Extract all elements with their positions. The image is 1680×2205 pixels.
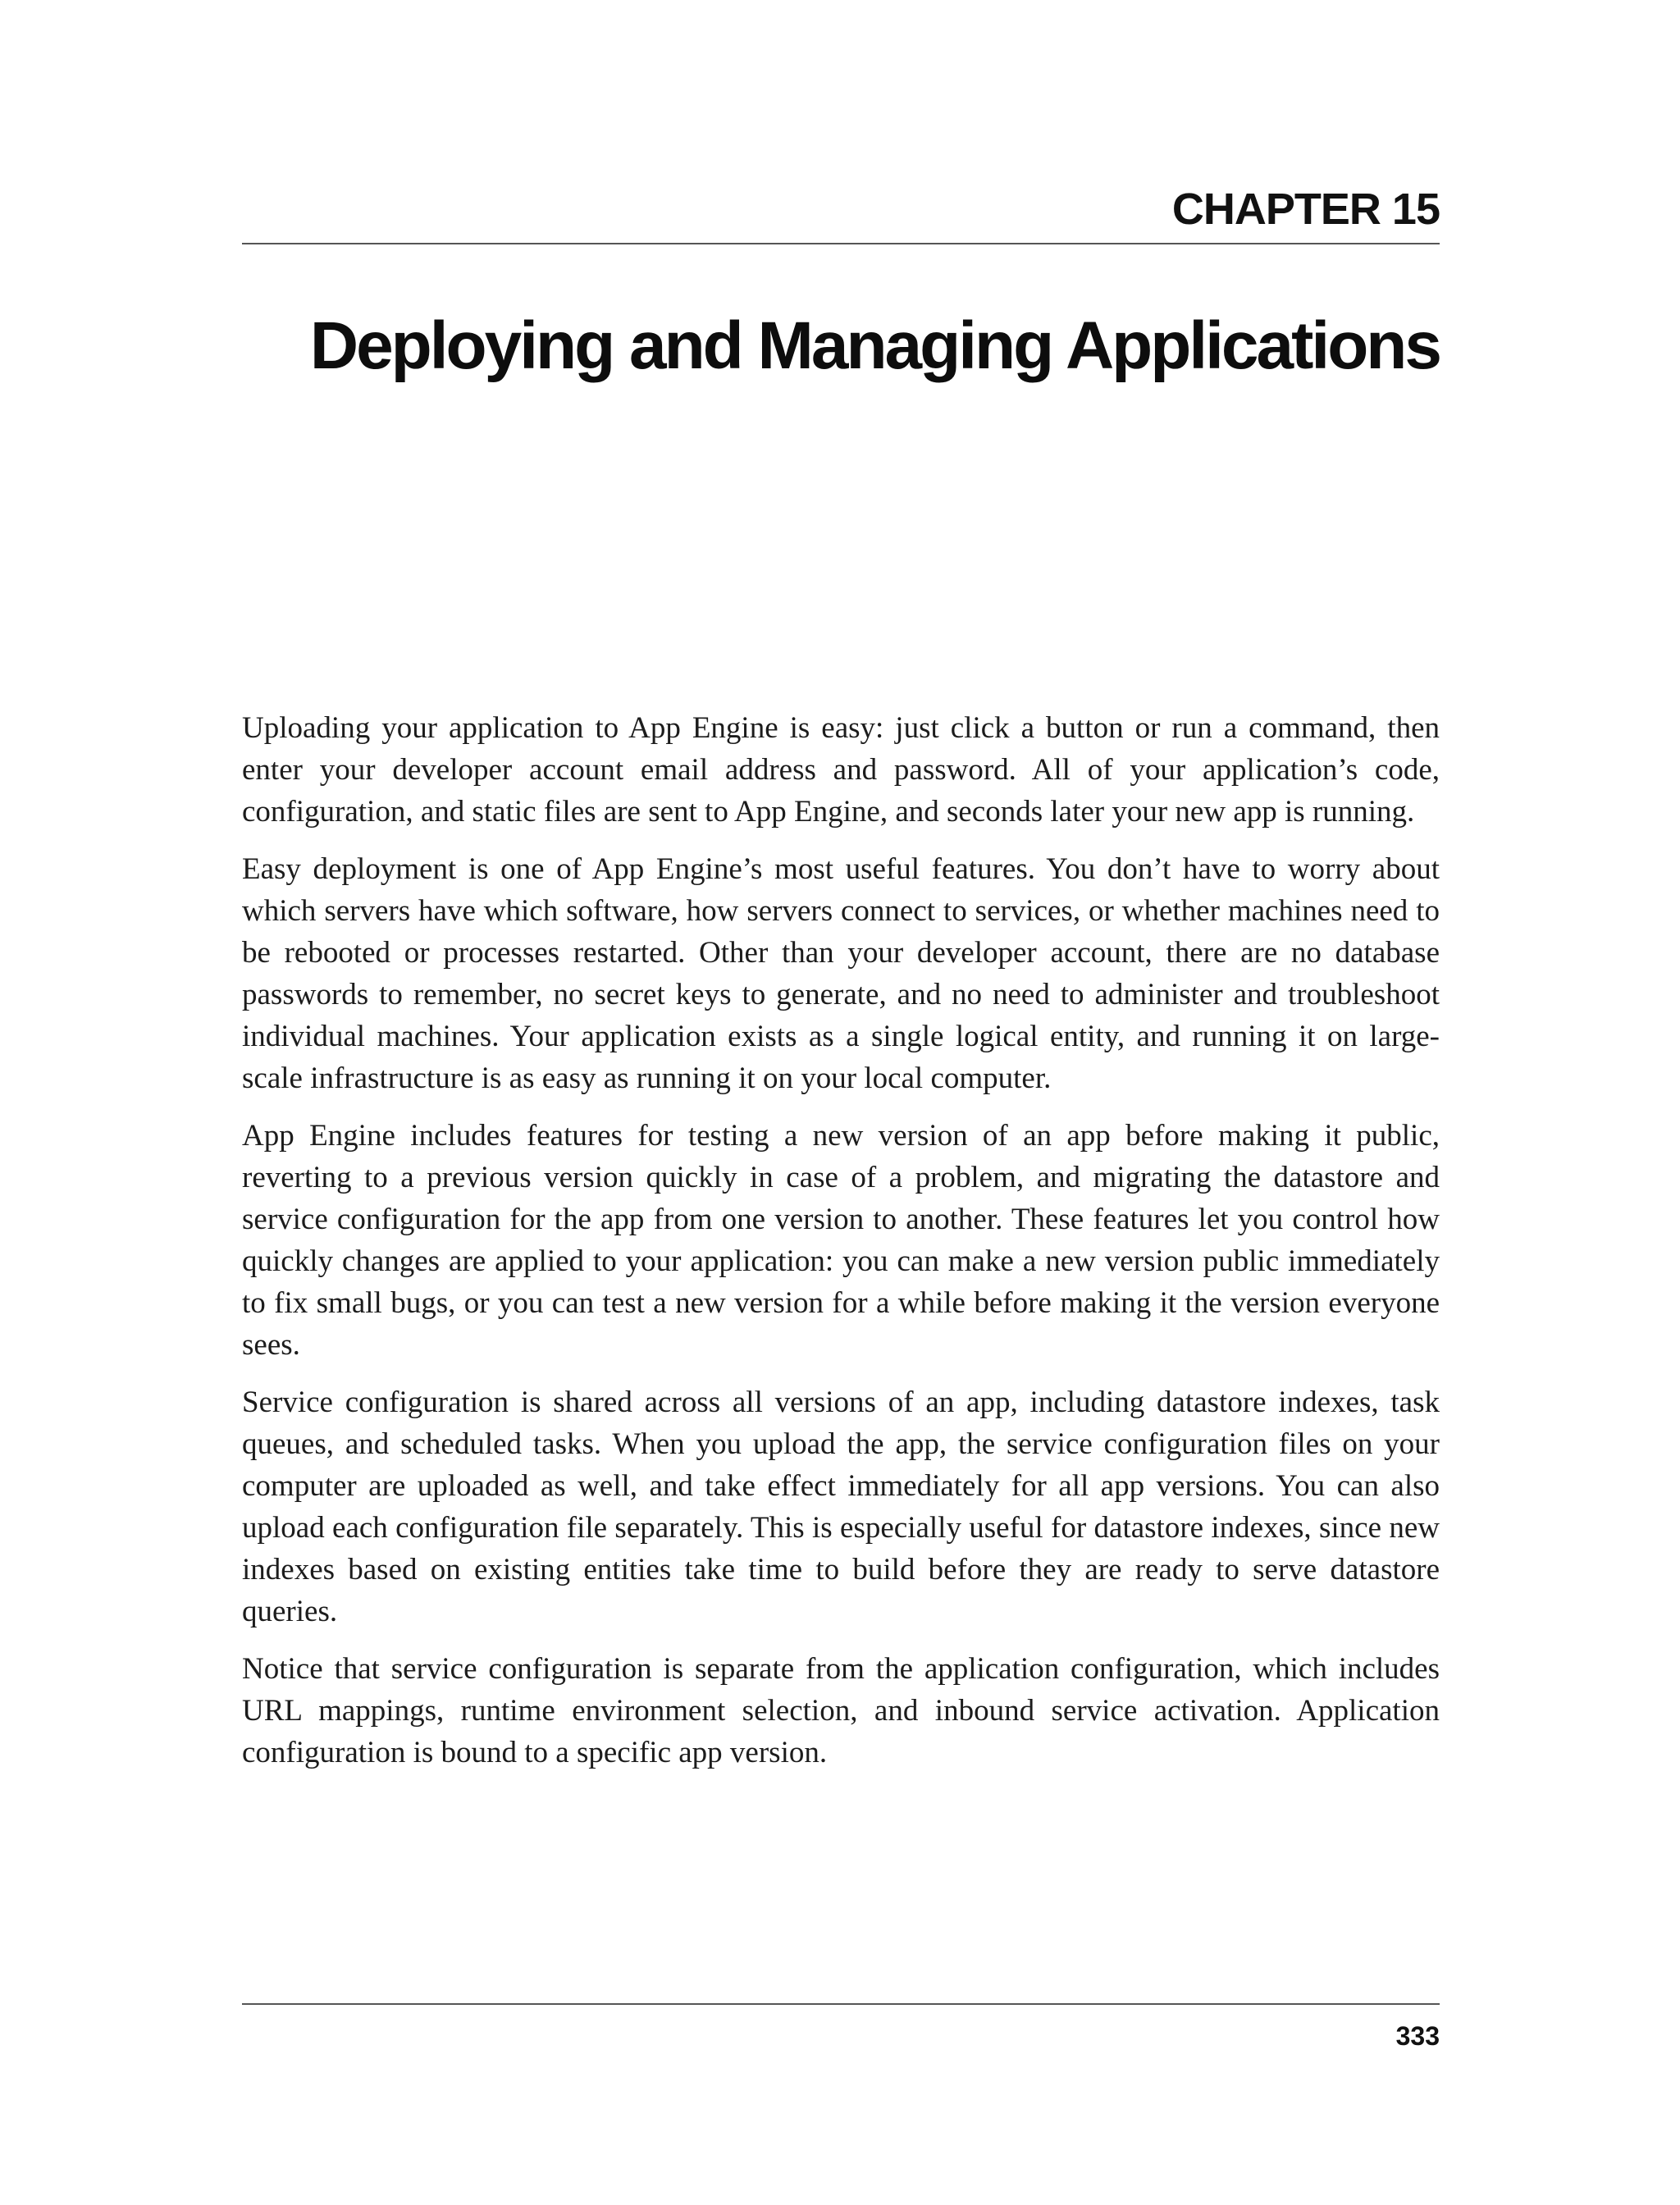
chapter-label: CHAPTER 15 bbox=[1171, 185, 1440, 234]
paragraph-4: Service configuration is shared across all versions of an app, including datastore indexes, task queues, and scheduled tasks. When you upload the app, the service configuration files on your computer are uploaded as well, and take effect immediately for all app versions. You can also upload each configuration file separately. This is especially useful for datastore indexes, since new indexes based on existing entities take time to build before they are ready to serve datastore queries. bbox=[242, 1386, 1440, 1628]
chapter-divider bbox=[242, 243, 1440, 244]
paragraph-3: App Engine includes features for testing a new version of an app before making it public, reverting to a previous version quickly in case of a problem, and migrating the datastore and service configuration for the app from one version to another. These features let you control how quickly changes are applied to your application: you can make a new version public immediately to fix small bugs, or you can test a new version for a while before making it the version everyone sees. bbox=[242, 1119, 1440, 1362]
paragraph-5: Notice that service configuration is separate from the application configuration, which includes URL mappings, runtime environment selection, and inbound service activation. Application configuration is bound to a specific app version. bbox=[242, 1652, 1440, 1769]
paragraph-2: Easy deployment is one of App Engine’s most useful features. You don’t have to worry about which servers have which software, how servers connect to services, or whether machines need to be rebooted or processes restarted. Other than your developer account, there are no database passwords to remember, no secret keys to generate, and no need to administer and troubleshoot individual machines. Your application exists as a single logical entity, and running it on large-scale infrastructure is as easy as running it on your local computer. bbox=[242, 852, 1440, 1095]
page-number: 333 bbox=[1395, 2021, 1440, 2051]
footer-divider bbox=[242, 2003, 1440, 2005]
paragraph-1: Uploading your application to App Engine is easy: just click a button or run a command, then enter your developer account email address and password. All of your application’s code, configuration, and static files are sent to App Engine, and seconds later your new app is running. bbox=[242, 711, 1440, 829]
chapter-title: Deploying and Managing Applications bbox=[309, 308, 1440, 383]
chapter-body bbox=[242, 707, 1440, 1789]
